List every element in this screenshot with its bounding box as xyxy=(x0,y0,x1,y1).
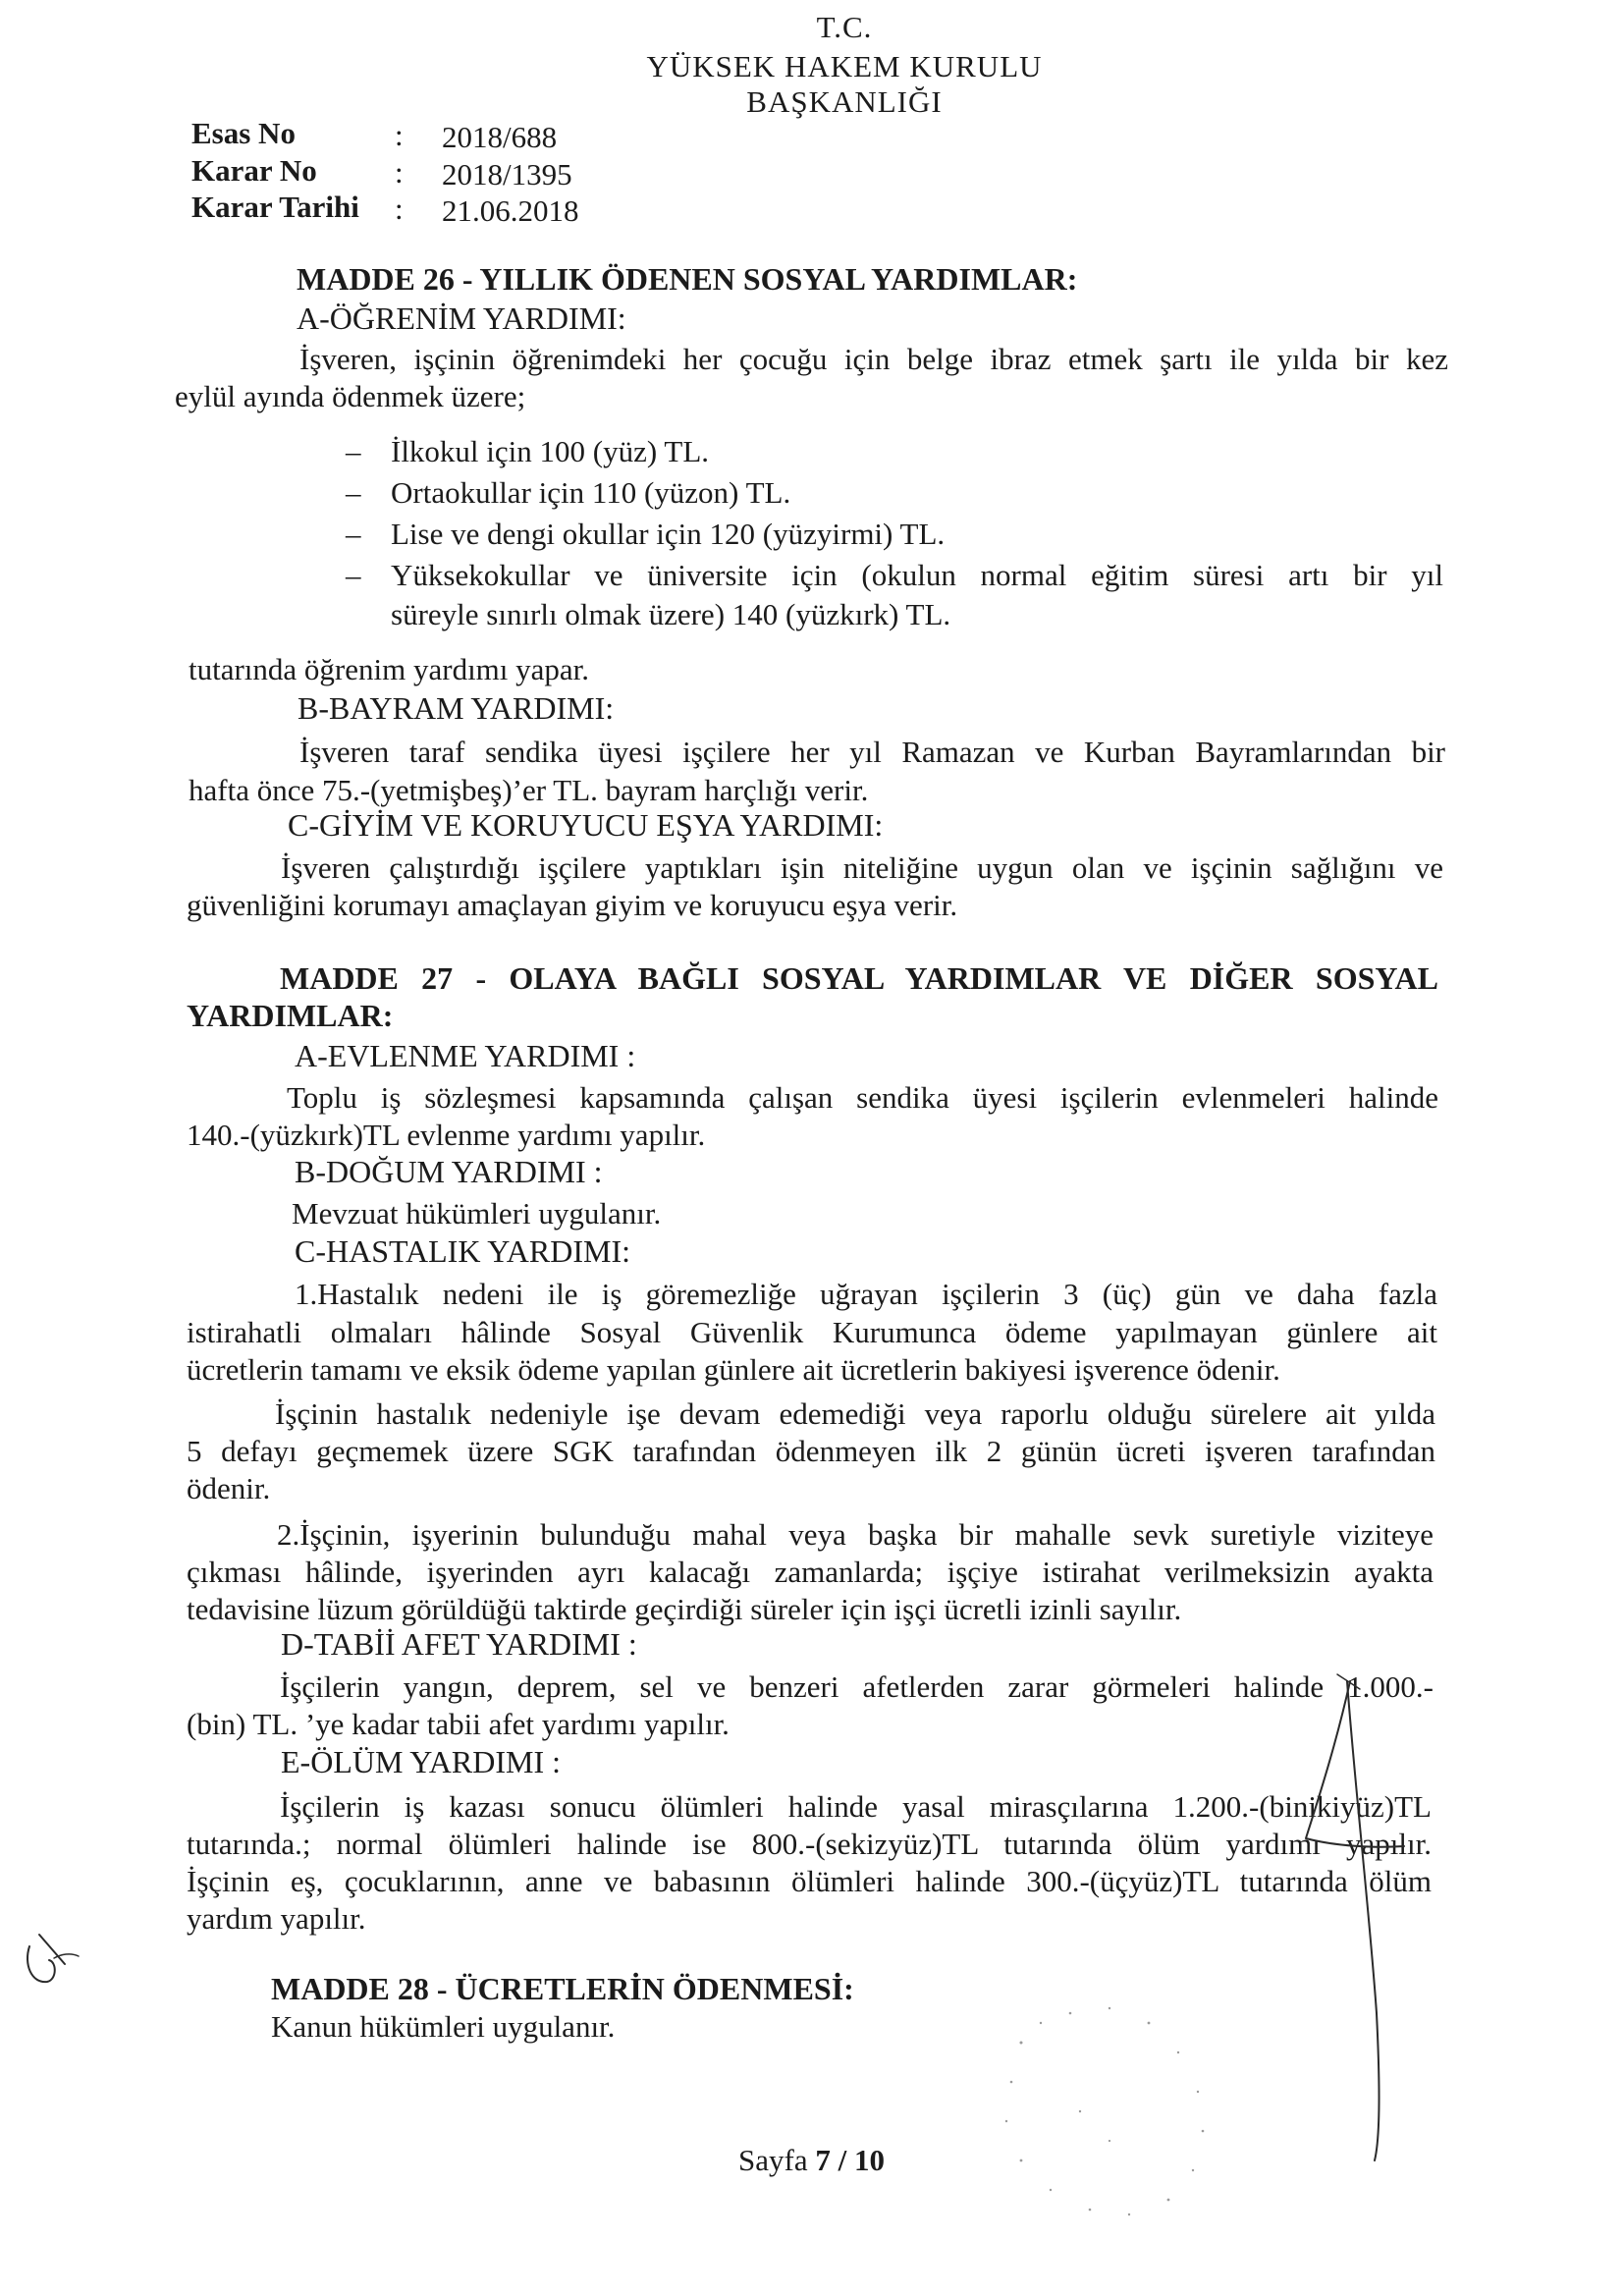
faint-stamp-dots xyxy=(1005,2007,1204,2215)
madde-27-title-continuation: YARDIMLAR: xyxy=(187,998,394,1033)
left-paraph-signature xyxy=(27,1946,55,1982)
hastalik-paragraph-line: 5 defayı geçmemek üzere SGK tarafından ödenmeyen ilk 2 günün ücreti işveren tarafından xyxy=(187,1434,1435,1468)
hastalik-paragraph-line: çıkması hâlinde, işyerinden ayrı kalacağı zamanlarda; işçiye istirahat verilmeksizin ayakta xyxy=(187,1555,1434,1589)
list-dash: – xyxy=(346,517,361,551)
colon: : xyxy=(395,155,404,190)
madde-26-title: MADDE 26 - YILLIK ÖDENEN SOSYAL YARDIMLAR: xyxy=(297,261,1078,297)
karar-tarihi-label: Karar Tarihi xyxy=(191,190,359,224)
list-item: İlkokul için 100 (yüz) TL. xyxy=(391,434,710,468)
olum-paragraph-line: yardım yapılır. xyxy=(187,1901,366,1936)
olum-yardimi-title: E-ÖLÜM YARDIMI : xyxy=(281,1744,562,1779)
ogrenim-paragraph-line: eylül ayında ödenmek üzere; xyxy=(175,379,526,413)
tabii-afet-paragraph-line: İşçilerin yangın, deprem, sel ve benzeri afetlerden zarar görmeleri halinde 1.000.- xyxy=(280,1669,1434,1704)
hastalik-paragraph-line: tedavisine lüzum görüldüğü taktirde geçirdiği süreler için işçi ücretli izinli sayılır. xyxy=(187,1592,1182,1626)
list-dash: – xyxy=(346,434,361,468)
bayram-paragraph-line: İşveren taraf sendika üyesi işçilere her yıl Ramazan ve Kurban Bayramlarından bir xyxy=(299,735,1445,769)
page-number-prefix: Sayfa xyxy=(738,2143,816,2177)
madde-28-title: MADDE 28 - ÜCRETLERİN ÖDENMESİ: xyxy=(271,1971,854,2006)
dogum-yardimi-title: B-DOĞUM YARDIMI : xyxy=(295,1154,603,1189)
ogrenim-closing: tutarında öğrenim yardımı yapar. xyxy=(189,652,590,686)
olum-paragraph-line: İşçinin eş, çocuklarının, anne ve babasının ölümleri halinde 300.-(üçyüz)TL tutarında ölüm xyxy=(187,1864,1432,1898)
list-dash: – xyxy=(346,475,361,510)
header-kurul: YÜKSEK HAKEM KURULU xyxy=(646,49,1043,83)
esas-no-label: Esas No xyxy=(191,116,296,150)
dogum-paragraph-line: Mevzuat hükümleri uygulanır. xyxy=(292,1196,662,1230)
evlenme-paragraph-line: 140.-(yüzkırk)TL evlenme yardımı yapılır. xyxy=(187,1118,706,1152)
hastalik-paragraph-line: İşçinin hastalık nedeniyle işe devam edemediği veya raporlu olduğu sürelere ait yılda xyxy=(275,1396,1435,1431)
olum-paragraph-line: tutarında.; normal ölümleri halinde ise 800.-(sekizyüz)TL tutarında ölüm yardımı yapılır. xyxy=(187,1827,1432,1861)
ogrenim-paragraph-line: İşveren, işçinin öğrenimdeki her çocuğu için belge ibraz etmek şartı ile yılda bir kez xyxy=(299,342,1448,376)
ogrenim-yardimi-title: A-ÖĞRENİM YARDIMI: xyxy=(297,301,626,336)
hastalik-yardimi-title: C-HASTALIK YARDIMI: xyxy=(295,1233,631,1269)
list-item: Lise ve dengi okullar için 120 (yüzyirmi) TL. xyxy=(391,517,946,551)
karar-tarihi-value: 21.06.2018 xyxy=(442,193,579,228)
olum-paragraph-line: İşçilerin iş kazası sonucu ölümleri halinde yasal mirasçılarına 1.200.-(binikiyüz)TL xyxy=(280,1789,1432,1824)
tabii-afet-yardimi-title: D-TABİİ AFET YARDIMI : xyxy=(281,1626,637,1662)
hastalik-paragraph-line: ödenir. xyxy=(187,1471,271,1505)
madde-27-title: MADDE 27 - OLAYA BAĞLI SOSYAL YARDIMLAR VE DİĞER SOSYAL xyxy=(280,960,1438,996)
list-item: Ortaokullar için 110 (yüzon) TL. xyxy=(391,475,791,510)
header-tc: T.C. xyxy=(816,10,873,44)
hastalik-paragraph-line: 1.Hastalık nedeni ile iş göremezliğe uğrayan işçilerin 3 (üç) gün ve daha fazla xyxy=(295,1277,1437,1311)
hastalik-paragraph-line: 2.İşçinin, işyerinin bulunduğu mahal veya başka bir mahalle sevk suretiyle viziteye xyxy=(277,1517,1434,1552)
esas-no-value: 2018/688 xyxy=(442,120,558,154)
evlenme-paragraph-line: Toplu iş sözleşmesi kapsamında çalışan sendika üyesi işçilerin evlenmeleri halinde xyxy=(287,1080,1438,1115)
giyim-paragraph-line: İşveren çalıştırdığı işçilere yaptıkları işin niteliğine uygun olan ve işçinin sağlığını ve xyxy=(281,850,1443,885)
hastalik-paragraph-line: istirahatli olmaları hâlinde Sosyal Güvenlik Kurumunca ödeme yapılmayan günlere ait xyxy=(187,1315,1437,1349)
colon: : xyxy=(395,191,404,226)
header-baskanlik: BAŞKANLIĞI xyxy=(746,84,943,119)
giyim-yardimi-title: C-GİYİM VE KORUYUCU EŞYA YARDIMI: xyxy=(288,807,884,843)
large-signature-stem xyxy=(1347,1681,1379,2160)
list-dash: – xyxy=(346,558,361,592)
colon: : xyxy=(395,118,404,152)
left-paraph-stroke xyxy=(39,1935,65,1964)
page-number-value: 7 / 10 xyxy=(815,2143,885,2177)
bayram-paragraph-line: hafta önce 75.-(yetmişbeş)’er TL. bayram harçlığı verir. xyxy=(189,773,869,807)
madde-28-text: Kanun hükümleri uygulanır. xyxy=(271,2009,616,2044)
hastalik-paragraph-line: ücretlerin tamamı ve eksik ödeme yapılan günlere ait ücretlerin bakiyesi işverence ödenir. xyxy=(187,1352,1280,1387)
bayram-yardimi-title: B-BAYRAM YARDIMI: xyxy=(298,690,615,726)
karar-no-value: 2018/1395 xyxy=(442,157,572,191)
karar-no-label: Karar No xyxy=(191,153,317,188)
evlenme-yardimi-title: A-EVLENME YARDIMI : xyxy=(295,1038,636,1073)
giyim-paragraph-line: güvenliğini korumayı amaçlayan giyim ve koruyucu eşya verir. xyxy=(187,888,958,922)
list-item: Yüksekokullar ve üniversite için (okulun normal eğitim süresi artı bir yıl xyxy=(391,558,1443,592)
tabii-afet-paragraph-line: (bin) TL. ’ye kadar tabii afet yardımı yapılır. xyxy=(187,1707,730,1741)
list-item-continuation: süreyle sınırlı olmak üzere) 140 (yüzkırk) TL. xyxy=(391,597,951,631)
